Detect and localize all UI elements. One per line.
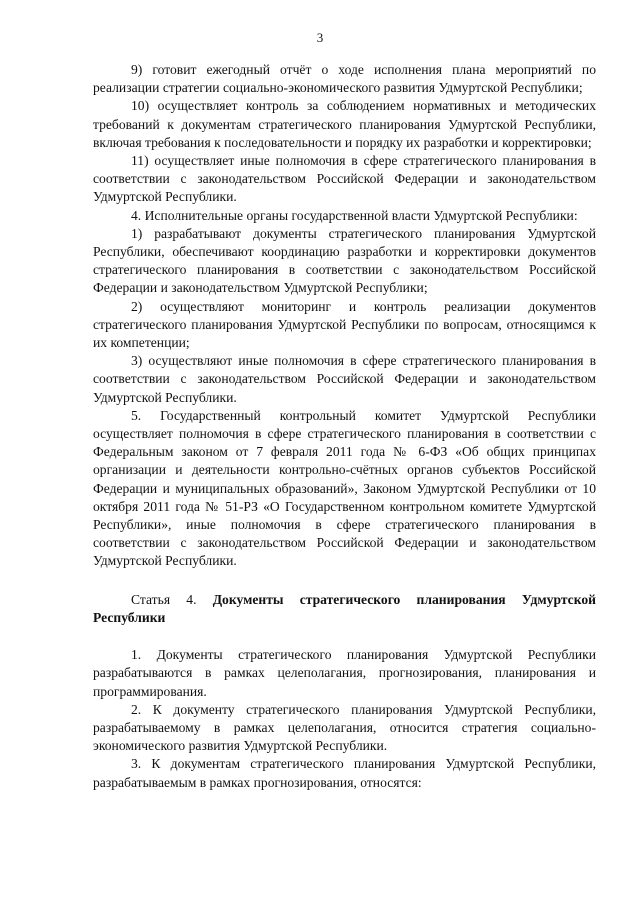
paragraph: 1) разрабатывают документы стратегического планирования Удмуртской Республики, обеспечивают координацию разработки и корректировки документов стратегического планирования в соответствии с законодательством Российской Федерации и законодательством Удмуртской Республики; <box>93 225 596 296</box>
paragraph: 1. Документы стратегического планирования Удмуртской Республики разрабатываются в рамках целеполагания, прогнозирования, планирования и программирования. <box>93 647 596 699</box>
document-body <box>93 61 596 792</box>
paragraph: 3. К документам стратегического планирования Удмуртской Республики, разрабатываемым в рамках прогнозирования, относятся: <box>93 756 596 790</box>
page-number: 3 <box>316 30 324 45</box>
paragraph: 4. Исполнительные органы государственной власти Удмуртской Республики: <box>131 207 578 223</box>
paragraph: 2) осуществляют мониторинг и контроль реализации документов стратегического планирования Удмуртской Республики по вопросам, относящимся к их компетенции; <box>93 298 596 351</box>
article-heading <box>93 591 596 627</box>
paragraph: 2. К документу стратегического планирования Удмуртской Республики, разрабатываемому в рамках целеполагания, относится стратегия социально-экономического развития Удмуртской Республики. <box>93 701 596 754</box>
paragraph: 9) готовит ежегодный отчёт о ходе исполнения плана мероприятий по реализации стратегии социально-экономического развития Удмуртской Республики; <box>93 62 596 96</box>
article-title: Документы стратегического планирования Удмуртской Республики <box>93 591 596 625</box>
paragraph: 11) осуществляет иные полномочия в сфере стратегического планирования в соответствии с законодательством Российской Федерации и законодательством Удмуртской Республики. <box>93 153 596 205</box>
paragraph: 5. Государственный контрольный комитет Удмуртской Республики осуществляет полномочия в сфере стратегического планирования в соответствии с Федеральным законом от 7 февраля 2011 года № 6-ФЗ «Об общих принципах организации и деятельности контрольно-счётных органов субъектов Российской Федерации и муниципальных образований», Законом Удмуртской Республики от 10 октября 2011 года № 51-РЗ «О Государственном контрольном комитете Удмуртской Республики», иные полномочия в сфере стратегического планирования в соответствии с законодательством Российской Федерации и законодательством Удмуртской Республики. <box>93 407 596 569</box>
paragraph: 10) осуществляет контроль за соблюдением нормативных и методических требований к документам стратегического планирования Удмуртской Республики, включая требования к последовательности и порядку их разработки и корректировки; <box>93 98 596 150</box>
paragraph: 3) осуществляют иные полномочия в сфере стратегического планирования в соответствии с законодательством Российской Федерации и законодательством Удмуртской Республики. <box>93 353 596 405</box>
article-label: Статья 4. <box>131 591 197 607</box>
